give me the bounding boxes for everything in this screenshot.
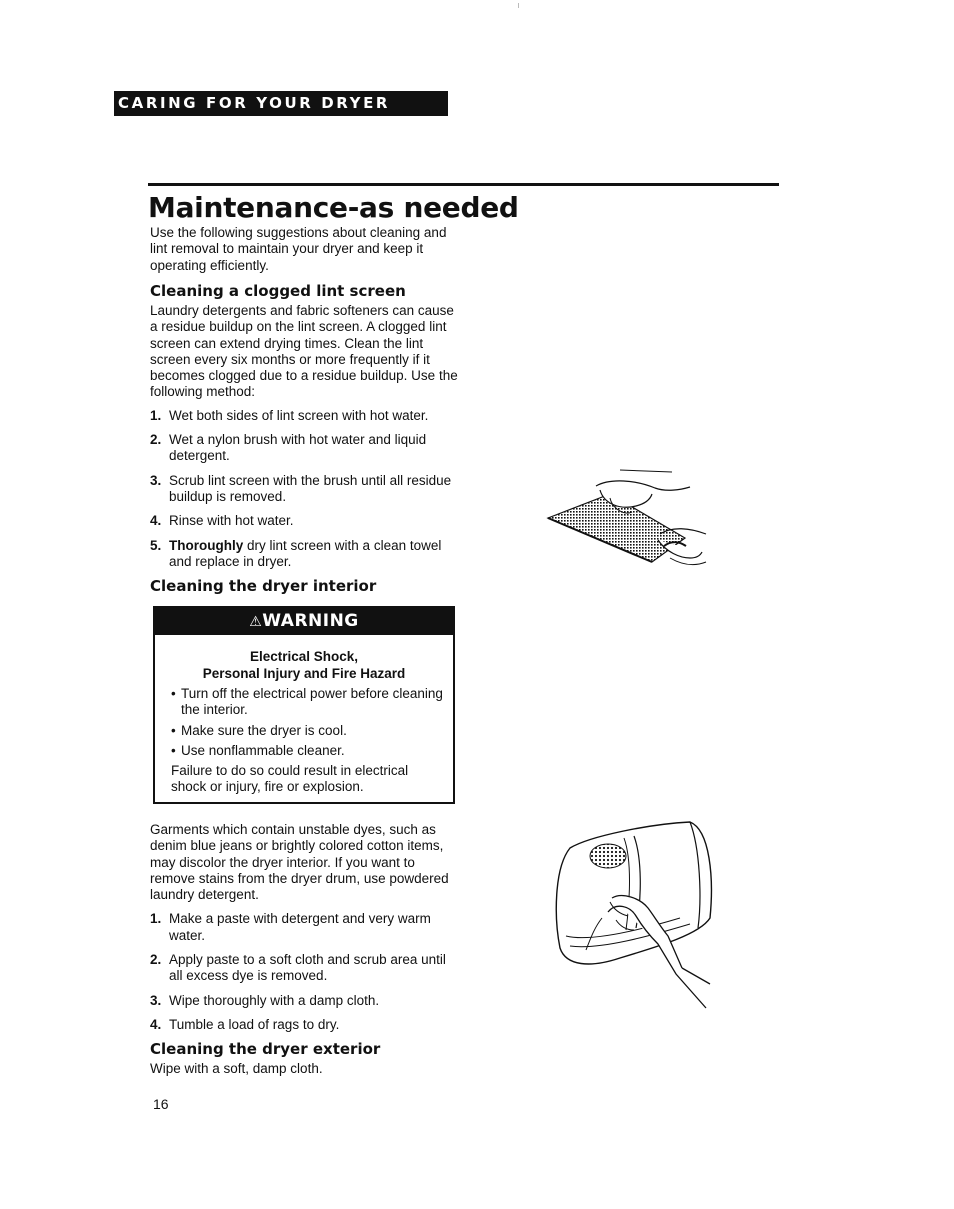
warning-band xyxy=(155,608,453,635)
lint-section-heading: Cleaning a clogged lint screen xyxy=(150,282,406,300)
list-item: • Make sure the dryer is cool. xyxy=(171,723,447,739)
section-header-bar xyxy=(114,91,448,116)
hazard-title: Electrical Shock, Personal Injury and Fire Hazard xyxy=(202,649,406,681)
stain-section xyxy=(150,822,460,1033)
dryer-drum-wipe-illustration xyxy=(550,818,715,1013)
interior-section-heading: Cleaning the dryer interior xyxy=(150,577,377,595)
section-label: CARING FOR YOUR DRYER xyxy=(118,94,391,112)
lint-screen-scrub-illustration xyxy=(540,466,715,576)
warning-box xyxy=(153,606,455,804)
list-item: 4. Tumble a load of rags to dry. xyxy=(150,1016,340,1032)
lint-section-body: Laundry detergents and fabric softeners can cause a residue buildup on the lint screen. A clogged lint screen can extend drying times. Clean the lint screen every six months or more frequently if it becomes clogged due to a residue buildup. Use the following method: xyxy=(150,303,458,400)
scan-mark xyxy=(518,3,519,8)
warning-bullets xyxy=(155,686,453,759)
list-item: • Turn off the electrical power before cleaning the interior. xyxy=(171,686,447,719)
exterior-section-heading: Cleaning the dryer exterior xyxy=(150,1040,381,1058)
warning-triangle-icon: ⚠ xyxy=(249,614,263,630)
lint-section xyxy=(150,282,460,570)
page-number: 16 xyxy=(153,1096,169,1112)
warning-footer: Failure to do so could result in electrical shock or injury, fire or explosion. xyxy=(171,763,409,795)
list-item: 4. Rinse with hot water. xyxy=(150,513,294,529)
intro-paragraph: Use the following suggestions about cleaning and lint removal to maintain your dryer and keep it operating efficiently. xyxy=(150,225,447,273)
title-rule xyxy=(148,183,779,186)
intro-block xyxy=(150,225,460,274)
stain-section-body: Garments which contain unstable dyes, such as denim blue jeans or brightly colored cotton items, may discolor the dryer interior. If you want to remove stains from the dryer drum, use powdered laundry detergent. xyxy=(150,822,449,903)
list-item: 5. Thoroughly dry lint screen with a clean towel and replace in dryer. xyxy=(150,537,442,569)
page-title: Maintenance-as needed xyxy=(148,191,519,224)
interior-section xyxy=(150,577,460,595)
list-item: 2. Apply paste to a soft cloth and scrub area until all excess dye is removed. xyxy=(150,952,446,984)
exterior-section-body: Wipe with a soft, damp cloth. xyxy=(150,1061,323,1076)
list-item: 2. Wet a nylon brush with hot water and liquid detergent. xyxy=(150,432,427,464)
warning-label: WARNING xyxy=(262,611,359,631)
list-item: 1. Make a paste with detergent and very warm water. xyxy=(150,911,431,943)
stain-steps-list xyxy=(150,911,460,1033)
list-item: 3. Wipe thoroughly with a damp cloth. xyxy=(150,992,380,1008)
lint-steps-list xyxy=(150,408,460,570)
list-item: 3. Scrub lint screen with the brush until all residue buildup is removed. xyxy=(150,472,452,504)
exterior-section xyxy=(150,1040,460,1077)
list-item: • Use nonflammable cleaner. xyxy=(171,743,447,759)
list-item: 1. Wet both sides of lint screen with hot water. xyxy=(150,407,429,423)
